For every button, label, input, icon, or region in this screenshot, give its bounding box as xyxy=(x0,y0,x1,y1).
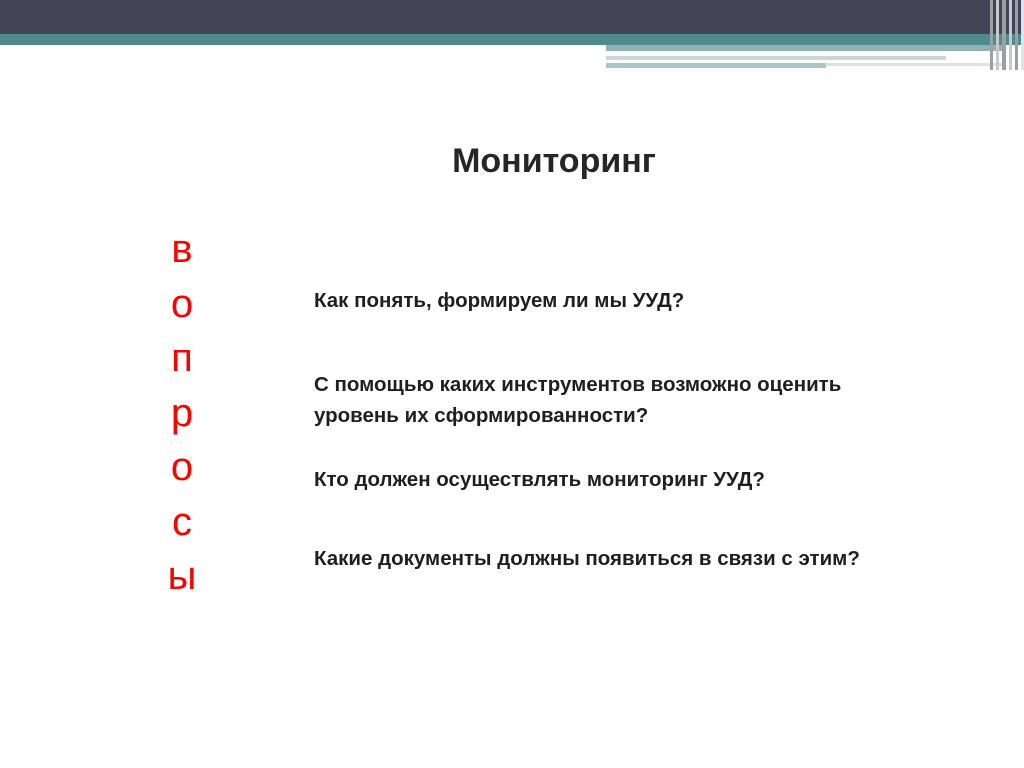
header-band-dark xyxy=(0,0,1024,34)
question-line: Кто должен осуществлять мониторинг УУД? xyxy=(314,468,765,491)
header-band-teal xyxy=(0,34,1024,45)
question-line: Как понять, формируем ли мы УУД? xyxy=(314,289,685,312)
vertical-letter: с xyxy=(172,499,192,544)
header-accent-line xyxy=(606,63,826,68)
question-item xyxy=(314,285,1014,316)
header-accent-line xyxy=(606,45,1006,51)
vertical-letter: в xyxy=(171,227,193,271)
vertical-letter: п xyxy=(171,336,193,380)
vertical-letter: о xyxy=(170,445,194,489)
header-corner-stripes xyxy=(990,0,1024,70)
question-item xyxy=(314,543,1014,574)
header-accent-line xyxy=(826,63,1006,66)
header-accent-line xyxy=(606,56,946,60)
slide-title: Мониторинг xyxy=(452,142,656,180)
vertical-letter: ы xyxy=(167,554,197,598)
question-item xyxy=(314,369,1014,431)
question-item xyxy=(314,464,1014,495)
question-line: С помощью каких инструментов возможно оценить xyxy=(314,373,842,396)
vertical-letter: р xyxy=(170,390,194,435)
question-line: Какие документы должны появиться в связи с этим? xyxy=(314,547,860,570)
vertical-letter: о xyxy=(170,281,194,326)
question-line: уровень их сформированности? xyxy=(314,404,649,427)
vertical-word xyxy=(162,222,202,604)
